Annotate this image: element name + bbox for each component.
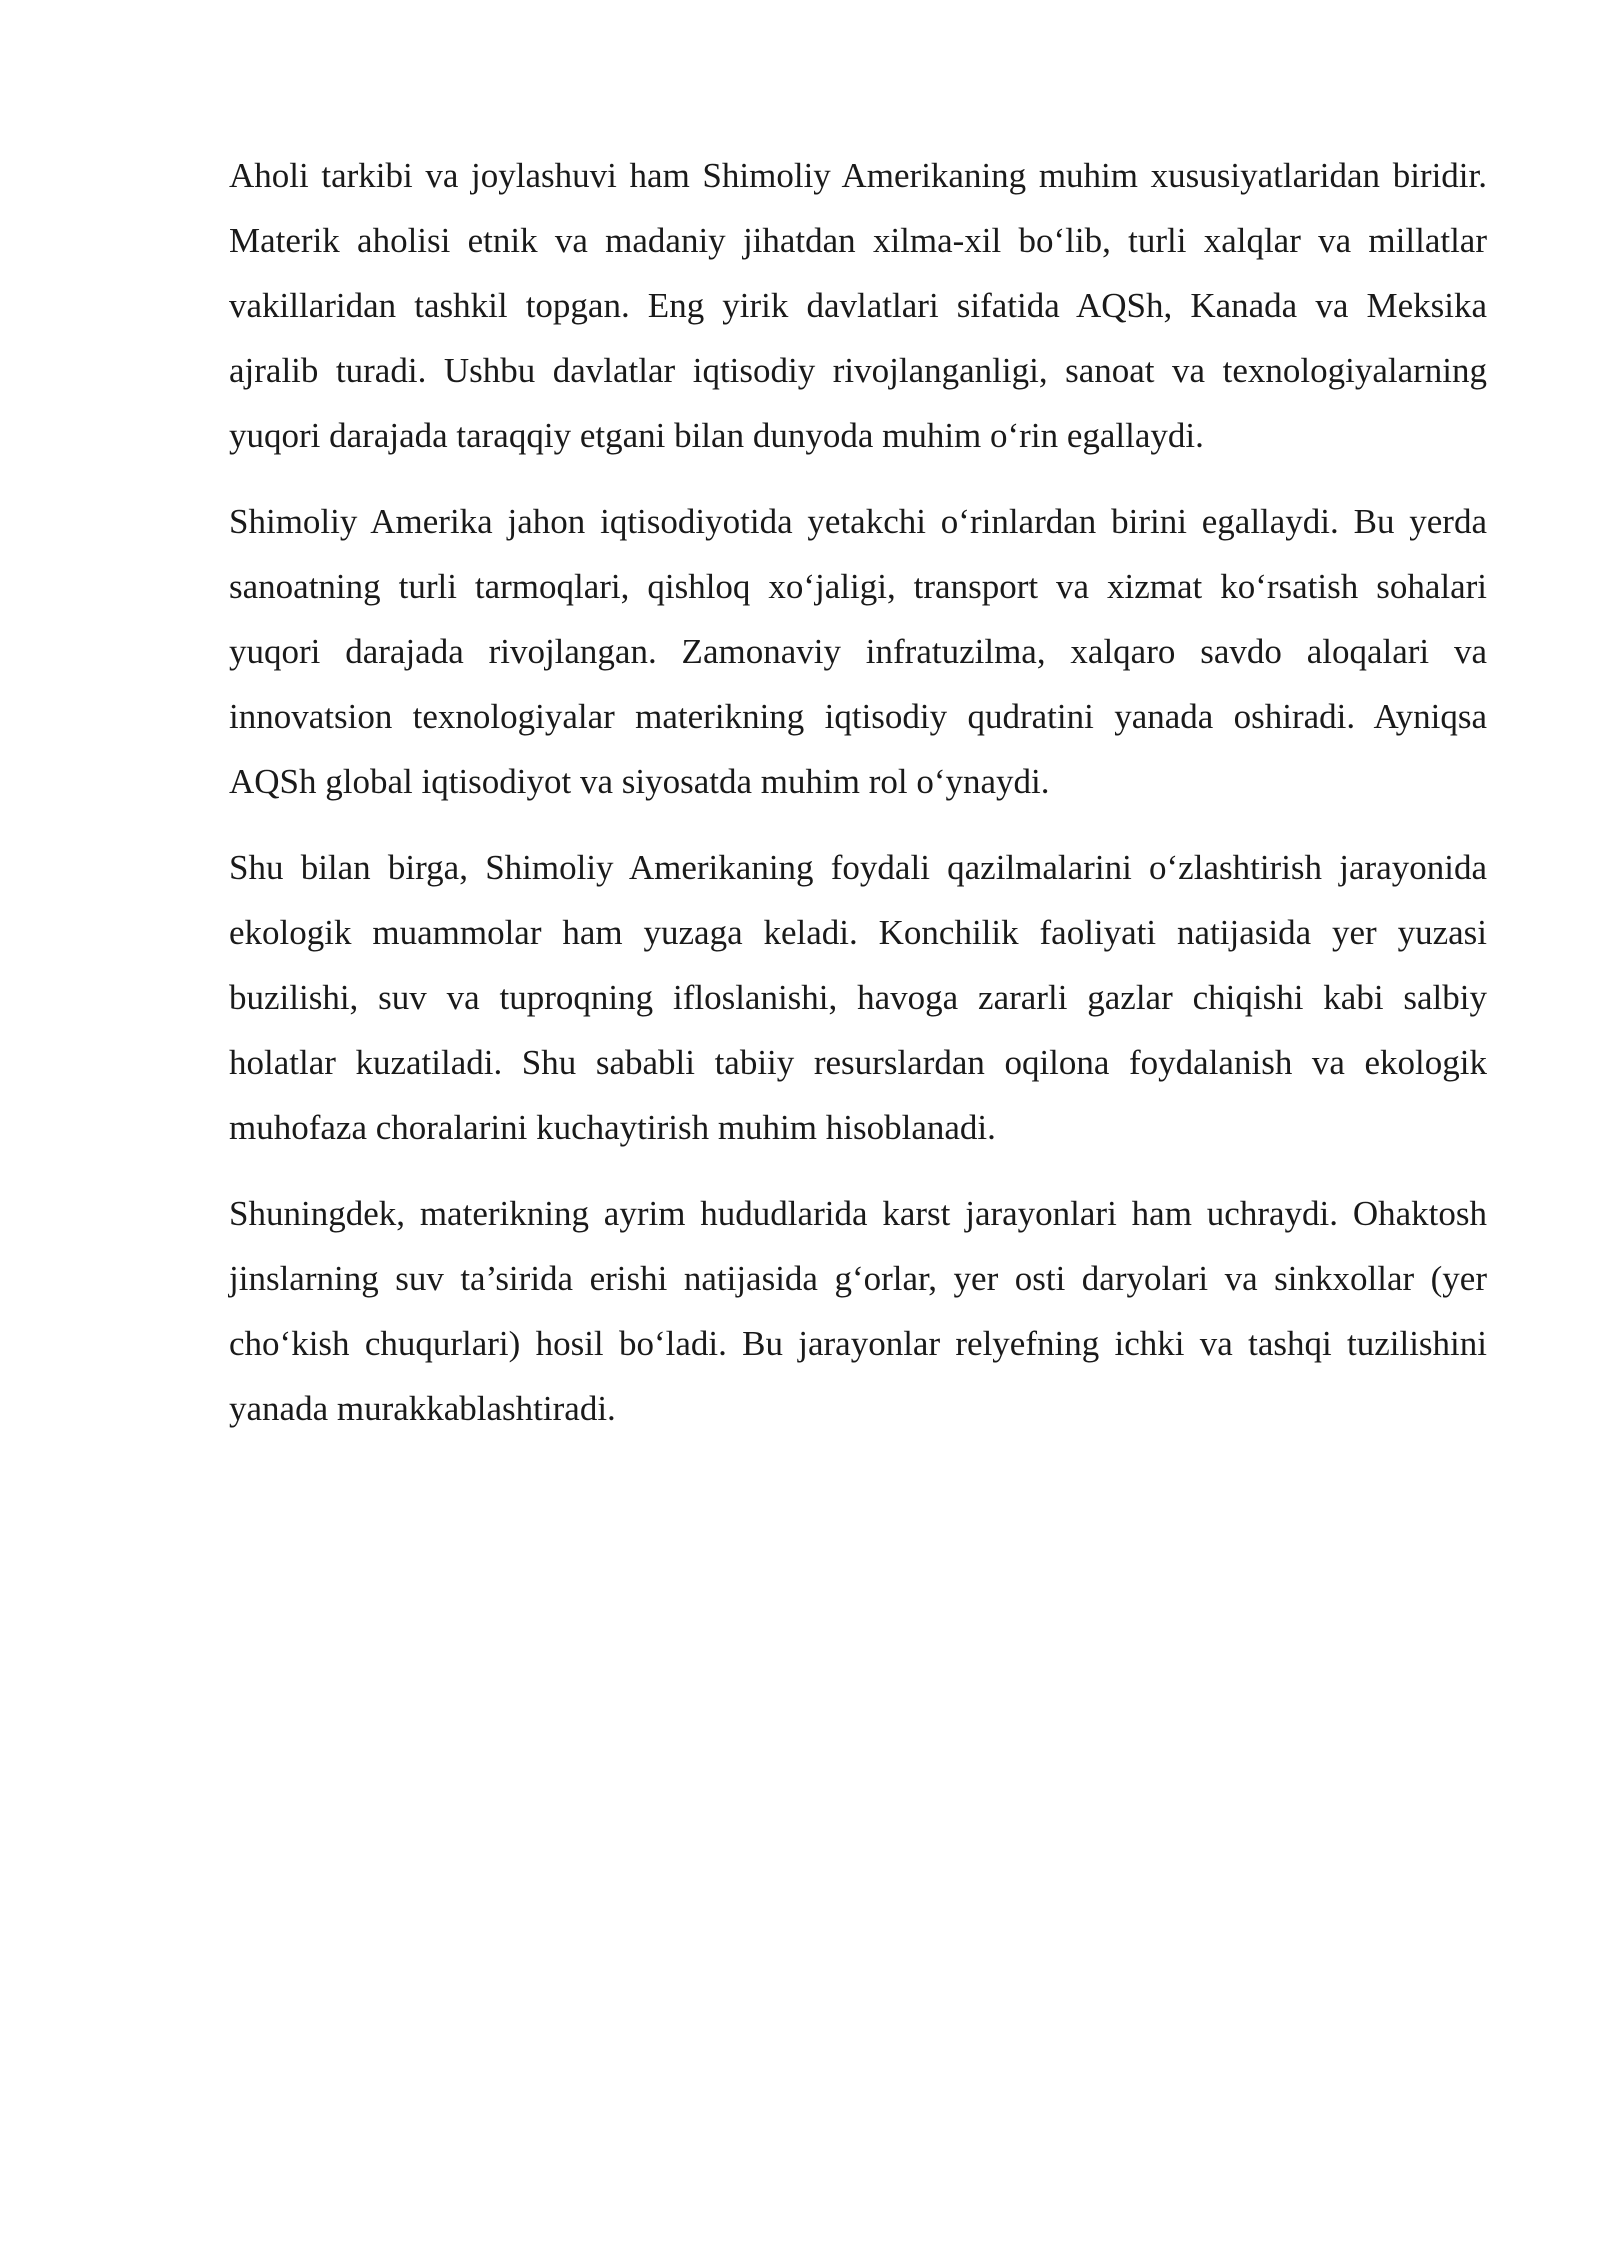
paragraph-economy: Shimoliy Amerika jahon iqtisodiyotida yetakchi o‘rinlardan birini egallaydi. Bu yerda sanoatning turli tarmoqlari, qishloq xo‘jaligi, transport va xizmat ko‘rsatish sohalari yuqori darajada rivojlangan. Zamonaviy infratuzilma, xalqaro savdo aloqalari va innovatsion texnologiyalar materikning iqtisodiy qudratini yanada oshiradi. Ayniqsa AQSh global iqtisodiyot va siyosatda muhim rol o‘ynaydi. (229, 502, 1487, 801)
paragraph-karst: Shuningdek, materikning ayrim hududlarida karst jarayonlari ham uchraydi. Ohaktosh jinslarning suv ta’sirida erishi natijasida g‘orlar, yer osti daryolari va sinkxollar (yer cho‘kish chuqurlari) hosil bo‘ladi. Bu jarayonlar relyefning ichki va tashqi tuzilishini yanada murakkablashtiradi. (229, 1194, 1487, 1428)
paragraph-ecology: Shu bilan birga, Shimoliy Amerikaning foydali qazilmalarini o‘zlashtirish jarayonida ekologik muammolar ham yuzaga keladi. Konchilik faoliyati natijasida yer yuzasi buzilishi, suv va tuproqning ifloslanishi, havoga zararli gazlar chiqishi kabi salbiy holatlar kuzatiladi. Shu sababli tabiiy resurslardan oqilona foydalanish va ekologik muhofaza choralarini kuchaytirish muhim hisoblanadi. (229, 848, 1487, 1147)
paragraph-population: Aholi tarkibi va joylashuvi ham Shimoliy Amerikaning muhim xususiyatlaridan biridir. Materik aholisi etnik va madaniy jihatdan xilma-xil bo‘lib, turli xalqlar va millatlar vakillaridan tashkil topgan. Eng yirik davlatlari sifatida AQSh, Kanada va Meksika ajralib turadi. Ushbu davlatlar iqtisodiy rivojlanganligi, sanoat va texnologiyalarning yuqori darajada taraqqiy etgani bilan dunyoda muhim o‘rin egallaydi. (229, 156, 1487, 455)
document-body (229, 143, 1487, 1462)
